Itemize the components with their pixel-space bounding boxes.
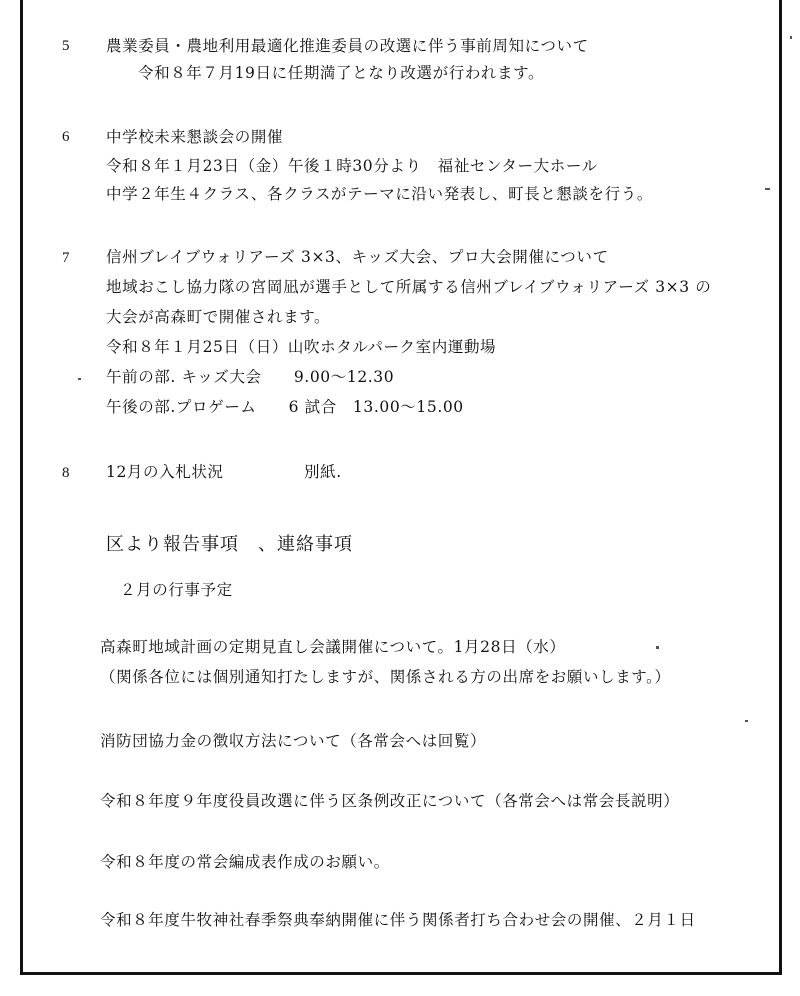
scan-speck [790,36,792,39]
item-line: 午前の部. キッズ大会 9.00～12.30 [106,368,395,386]
item-title: 12月の入札状況 別紙. [106,463,342,481]
item-line: 令和８年１月25日（日）山吹ホタルパーク室内運動場 [106,338,497,356]
item-line: 令和８年１月23日（金）午後１時30分より 福祉センター大ホール [106,157,598,175]
item-number: 6 [62,129,70,145]
scan-speck [78,378,81,380]
item-line: 中学２年生４クラス、各クラスがテーマに沿い発表し、町長と懇談を行う。 [106,185,653,203]
scan-speck [656,646,659,649]
item-line: 午後の部.プロゲーム 6 試合 13.00～15.00 [106,398,464,416]
district-entry: 高森町地域計画の定期見直し会議開催について。1月28日（水） [100,638,566,656]
district-entry: 消防団協力金の徴収方法について（各常会へは回覧） [100,732,487,750]
item-number: 8 [62,465,70,481]
district-entry: 令和８年度の常会編成表作成のお願い。 [100,853,390,871]
district-entry: （関係各位には個別通知打たしますが、関係される方の出席をお願いします。） [100,668,671,686]
item-title: 農業委員・農地利用最適化推進委員の改選に伴う事前周知について [106,37,589,55]
item-number: 5 [62,38,70,54]
district-entry: 令和８年度９年度役員改選に伴う区条例改正について（各常会へは常会長説明） [100,792,680,810]
item-line: 大会が高森町で開催されます。 [106,308,331,326]
district-heading: 区より報告事項 、連絡事項 [106,534,353,555]
item-line: 地域おこし協力隊の宮岡凪が選手として所属する信州ブレイブウォリアーズ 3×3 の [106,278,712,296]
item-title: 中学校未来懇談会の開催 [106,128,284,146]
item-number: 7 [62,250,70,266]
scan-speck [745,720,748,722]
district-entry: 令和８年度牛牧神社春季祭典奉納開催に伴う関係者打ち合わせ会の開催、２月１日 [100,911,696,929]
item-title: 信州ブレイブウォリアーズ 3×3、キッズ大会、プロ大会開催について [106,248,609,266]
item-line: 令和８年７月19日に任期満了となり改選が行われます。 [138,64,545,82]
scan-speck [765,188,770,190]
schedule-label: ２月の行事予定 [120,581,233,599]
